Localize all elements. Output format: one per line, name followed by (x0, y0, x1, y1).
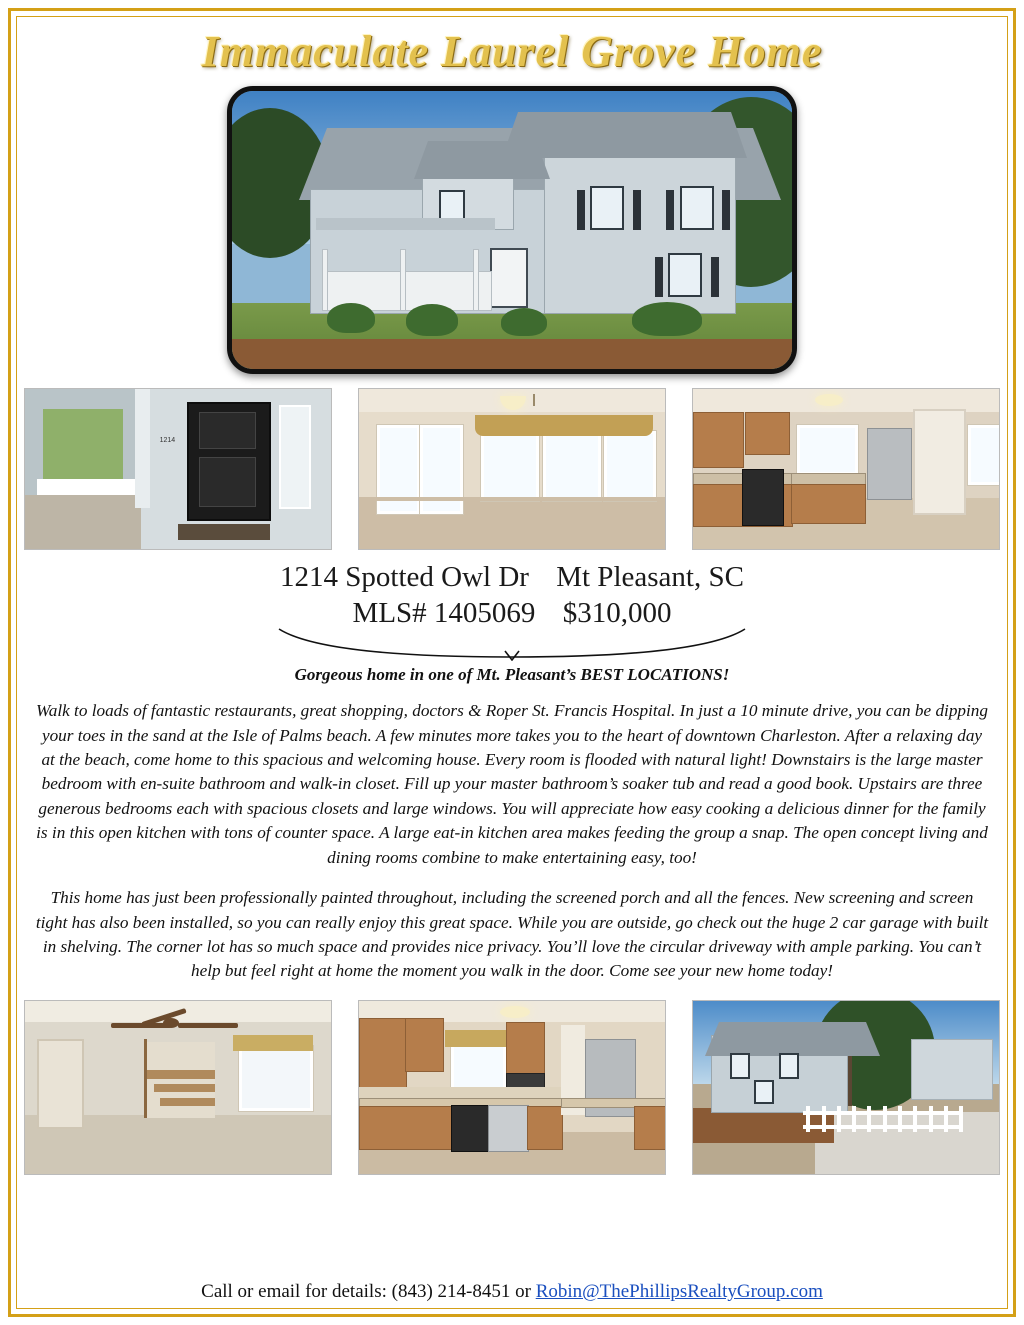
hero-photo-wrap (24, 86, 1000, 374)
description-paragraph-2: This home has just been professionally painted throughout, including the screened porch and all the fences. New screening and screen tight has also been installed, so you can really enjoy this great space. While you are outside, go check out the huge 2 car garage with built in shelving. The corner lot has so much space and provides nice privacy. You’ll love the circular driveway with ample parking. You can’t help but feel right at home the moment you walk in the door. Come see your new home today! (35, 888, 989, 981)
living-room-photo (24, 1000, 332, 1175)
front-exterior-photo (227, 86, 797, 374)
house-number-sign: 1214 (159, 437, 176, 445)
kitchen-wide-photo (358, 1000, 666, 1175)
address-street: 1214 Spotted Owl Dr (280, 561, 529, 594)
front-porch-entry-photo (24, 388, 332, 550)
footer-contact (24, 1281, 1000, 1303)
footer-text: Call or email for details: (843) 214-8451 or (201, 1281, 536, 1302)
address-block (24, 560, 1000, 631)
mls-number: MLS# 1405069 (352, 596, 536, 629)
photo-strip-top (24, 388, 1000, 550)
description-paragraph-1: Walk to loads of fantastic restaurants, great shopping, doctors & Roper St. Francis Hospital. In just a 10 minute drive, you can be dipping your toes in the sand at the Isle of Palms beach. A few minutes more takes you to the heart of downtown Charleston. After a relaxing day at the beach, come home to this spacious and welcoming house. Every room is flooded with natural light! Downstairs is the large master bedroom with en-suite bathroom and walk-in closet. Fill up your master bathroom’s soaker tub and read a good book. Upstairs are three generous bedrooms each with spacious closets and large windows. You will appreciate how easy cooking a delicious dinner for the family is in this open kitchen with tons of counter space. A large eat-in kitchen area makes feeding the group a snap. The open concept living and dining rooms combine to make entertaining easy, too! (36, 701, 988, 867)
kitchen-photo (692, 388, 1000, 550)
flyer-content (24, 20, 1000, 1301)
contact-email-link[interactable]: Robin@ThePhillipsRealtyGroup.com (535, 1281, 823, 1302)
price: $310,000 (562, 596, 672, 629)
tagline: Gorgeous home in one of Mt. Pleasant’s BEST LOCATIONS! (294, 665, 730, 685)
address-city-state: Mt Pleasant, SC (556, 561, 744, 594)
backyard-fence-photo (692, 1000, 1000, 1175)
photo-strip-bottom (24, 1000, 1000, 1175)
dining-room-photo (358, 388, 666, 550)
decorative-swoosh (277, 627, 747, 661)
page-title: Immaculate Laurel Grove Home (201, 27, 823, 76)
